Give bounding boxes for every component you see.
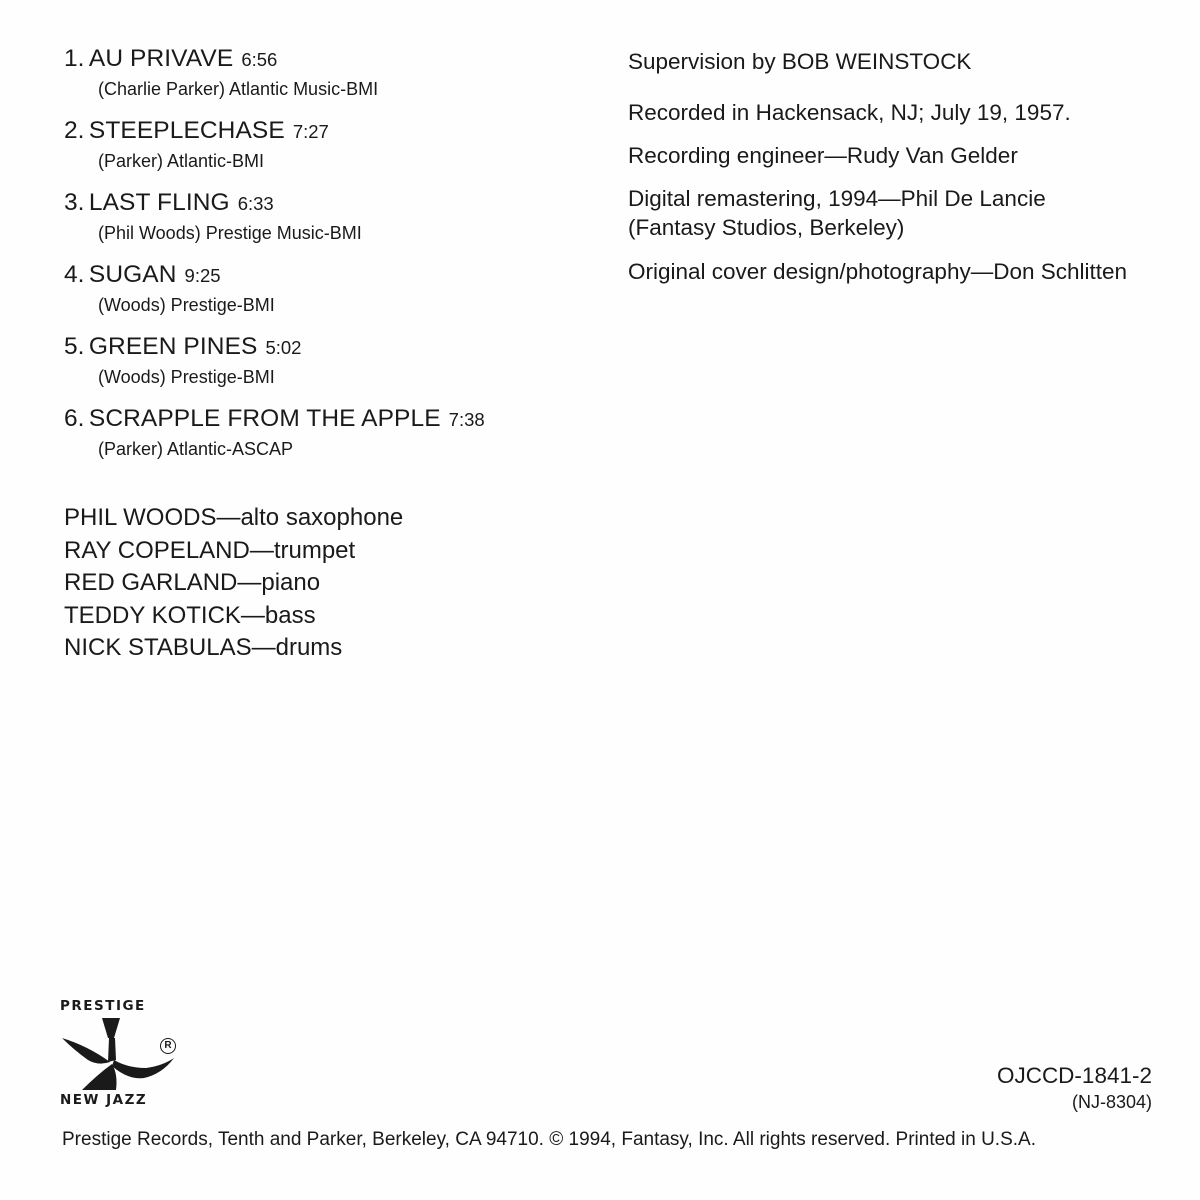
track-number: 3. — [64, 189, 85, 216]
track-number: 4. — [64, 261, 85, 288]
remastering-credit: Digital remastering, 1994—Phil De Lancie — [628, 186, 1046, 211]
supervision-credit: Supervision by BOB WEINSTOCK — [628, 49, 972, 74]
track-credit: (Charlie Parker) Atlantic Music-BMI — [98, 79, 379, 99]
personnel-item: RED GARLAND—piano — [64, 569, 321, 596]
track-title: LAST FLING — [88, 189, 230, 216]
copyright-footer: Prestige Records, Tenth and Parker, Berkeley, CA 94710. © 1994, Fantasy, Inc. All rights reserved. Printed in U.S.A. — [62, 1129, 1036, 1150]
track-number: 1. — [64, 45, 85, 72]
track-number: 6. — [64, 405, 85, 432]
remastering-studio: (Fantasy Studios, Berkeley) — [628, 215, 905, 240]
track-number: 2. — [64, 117, 85, 144]
track-number: 5. — [64, 333, 85, 360]
catalog-number: OJCCD-1841-2 — [996, 1063, 1152, 1088]
track-time: 7:27 — [292, 121, 329, 142]
track-credit: (Woods) Prestige-BMI — [98, 295, 275, 315]
track-item — [64, 116, 329, 173]
track-time: 6:56 — [241, 49, 278, 70]
personnel-item: RAY COPELAND—trumpet — [64, 536, 356, 564]
track-time: 6:33 — [237, 193, 274, 214]
recording-info: Recorded in Hackensack, NJ; July 19, 1957. — [628, 100, 1071, 125]
track-item — [64, 332, 301, 389]
track-credit: (Phil Woods) Prestige Music-BMI — [98, 223, 362, 243]
personnel-item: NICK STABULAS—drums — [64, 634, 343, 661]
track-item — [64, 188, 362, 245]
track-time: 9:25 — [184, 265, 221, 286]
cover-credit: Original cover design/photography—Don Schlitten — [628, 259, 1128, 284]
catalog-numbers — [997, 1062, 1152, 1114]
track-credit: (Parker) Atlantic-ASCAP — [98, 439, 294, 459]
personnel-item: PHIL WOODS—alto saxophone — [64, 504, 404, 531]
prestige-new-jazz-logo-icon — [58, 1016, 178, 1092]
track-credit: (Parker) Atlantic-BMI — [98, 151, 265, 171]
track-title: GREEN PINES — [88, 333, 258, 360]
track-title: SUGAN — [88, 261, 177, 288]
track-item — [64, 44, 378, 101]
registered-mark: R — [160, 1038, 176, 1054]
track-title: STEEPLECHASE — [88, 117, 285, 144]
track-credit: (Woods) Prestige-BMI — [98, 367, 275, 387]
engineer-credit: Recording engineer—Rudy Van Gelder — [628, 143, 1018, 168]
personnel-list — [64, 502, 403, 665]
prestige-new-jazz-logo — [56, 996, 186, 1108]
track-time: 5:02 — [265, 337, 302, 358]
original-catalog-number: (NJ-8304) — [1071, 1092, 1152, 1112]
logo-top-word: PRESTIGE — [60, 998, 146, 1014]
track-title: SCRAPPLE FROM THE APPLE — [88, 405, 441, 432]
track-item — [64, 404, 485, 461]
personnel-item: TEDDY KOTICK—bass — [64, 601, 316, 629]
track-item — [64, 260, 275, 317]
track-title: AU PRIVAVE — [88, 45, 234, 72]
logo-bottom-word: NEW JAZZ — [60, 1092, 148, 1108]
track-time: 7:38 — [448, 409, 485, 430]
